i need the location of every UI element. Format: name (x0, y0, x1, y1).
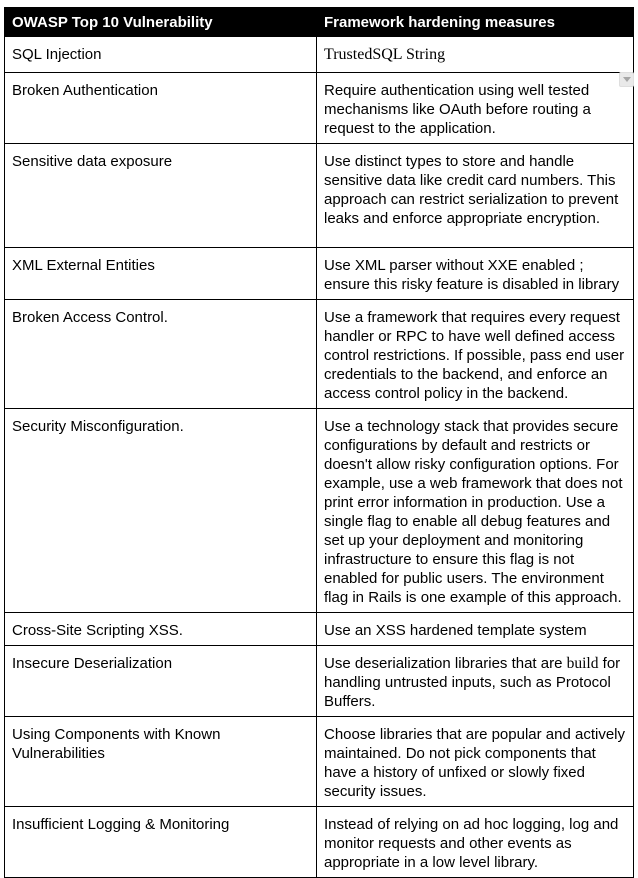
table-row (5, 645, 633, 716)
down-triangle-icon (623, 77, 631, 82)
vulnerability-cell[interactable]: Using Components with Known Vulnerabilities (5, 717, 317, 806)
table-row (5, 247, 633, 299)
measure-cell[interactable]: Require authentication using well tested mechanisms like OAuth before routing a request to the application. (324, 82, 591, 137)
measure-cell[interactable]: Use a technology stack that provides secure configurations by default and restricts or doesn't allow risky configuration options. For example, use a web framework that does not print error information in production. Use a single flag to enable all debug features and set up your deployment and monitoring infrastructure to ensure this flag is not enabled for public users. The environment flag in Rails is one example of this approach. (324, 418, 623, 606)
measure-cell[interactable]: Use a framework that requires every request handler or RPC to have well defined access control restrictions. If possible, pass end user credentials to the backend, and enforce an access control policy in the backend. (324, 309, 625, 402)
vulnerability-cell[interactable]: Broken Access Control. (5, 300, 317, 408)
table-row (5, 408, 633, 612)
vulnerability-cell[interactable]: Sensitive data exposure (5, 144, 317, 247)
table-row (5, 143, 633, 247)
measure-cell[interactable] (317, 646, 633, 716)
measure-cell[interactable]: Choose libraries that are popular and actively maintained. Do not pick components that have a history of unfixed or slowly fixed security issues. (324, 726, 626, 800)
table-row (5, 612, 633, 645)
vulnerability-cell[interactable]: SQL Injection (5, 37, 317, 72)
table-row (5, 806, 633, 877)
header-col-vulnerability[interactable]: OWASP Top 10 Vulnerability (12, 13, 213, 31)
measure-cell[interactable]: Use XML parser without XXE enabled ; ensure this risky feature is disabled in library (324, 257, 620, 293)
table-row (5, 72, 633, 143)
collapsed-comment-icon[interactable] (619, 72, 634, 87)
vulnerability-cell[interactable]: XML External Entities (5, 248, 317, 299)
measure-cell[interactable]: Instead of relying on ad hoc logging, log and monitor requests and other events as appropriate in a low level library. (324, 816, 619, 871)
vulnerability-cell[interactable]: Insecure Deserialization (5, 646, 317, 716)
vulnerability-cell[interactable]: Cross-Site Scripting XSS. (5, 613, 317, 645)
vulnerability-cell[interactable]: Broken Authentication (5, 73, 317, 143)
owasp-hardening-table (4, 7, 634, 878)
vulnerability-cell[interactable]: Security Misconfiguration. (5, 409, 317, 612)
measure-cell[interactable]: TrustedSQL String (324, 46, 446, 63)
table-row (5, 716, 633, 806)
table-header-row (5, 8, 633, 36)
measure-text-serif: build (566, 655, 599, 672)
measure-text: for handling untrusted inputs, such as Protocol Buffers. (324, 655, 621, 710)
table-row (5, 36, 633, 72)
header-col-measures[interactable]: Framework hardening measures (324, 13, 555, 31)
table-row (5, 299, 633, 408)
measure-cell[interactable]: Use distinct types to store and handle sensitive data like credit card numbers. This approach can restrict serialization to prevent leaks and enforce appropriate encryption. (324, 153, 619, 227)
measure-cell[interactable]: Use an XSS hardened template system (324, 622, 587, 639)
vulnerability-cell[interactable]: Insufficient Logging & Monitoring (5, 807, 317, 877)
measure-text: Use deserialization libraries that are (324, 655, 567, 672)
